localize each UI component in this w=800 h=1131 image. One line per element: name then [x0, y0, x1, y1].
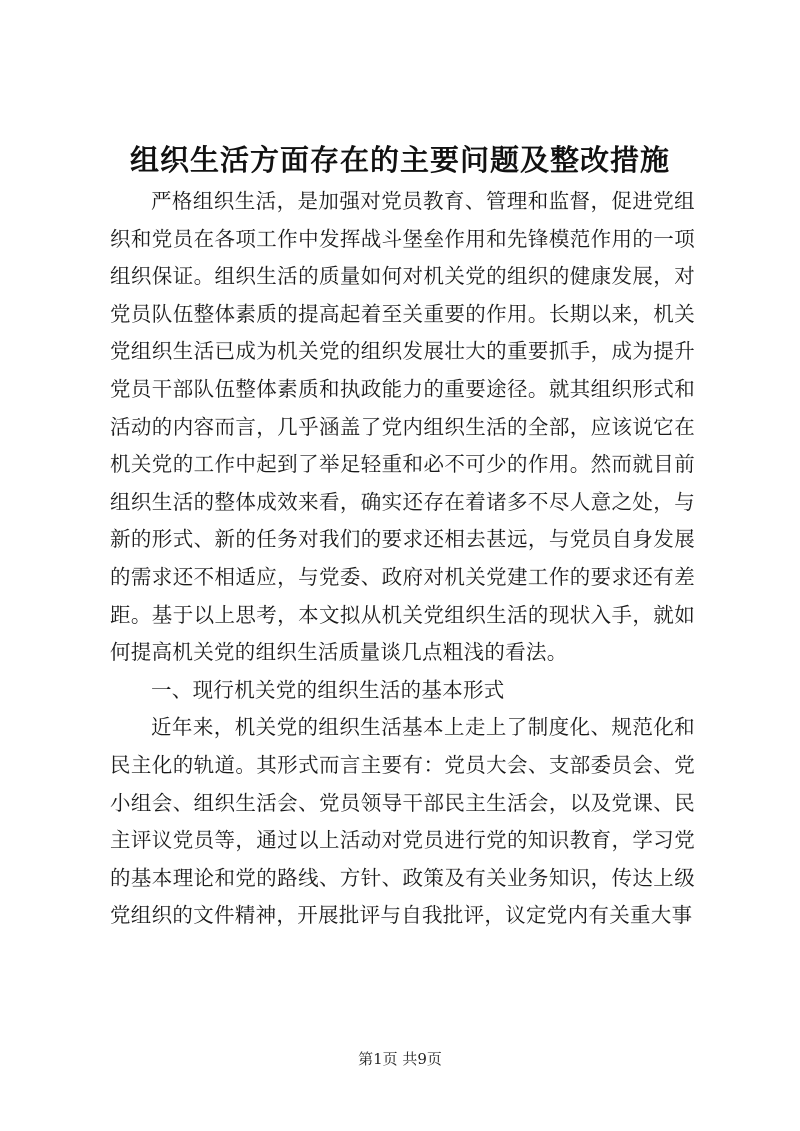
section-heading: 一、现行机关党的组织生活的基本形式: [151, 677, 505, 702]
paragraph-intro: 严格组织生活，是加强对党员教育、管理和监督，促进党组织和党员在各项工作中发挥战斗堡垒作用和先锋模范作用的一项组织保证。组织生活的质量如何对机关党的组织的健康发展，对党员队伍整体素质的提高起着至关重要的作用。长期以来，机关党组织生活已成为机关党的组织发展壮大的重要抓手，成为提升党员干部队伍整体素质和执政能力的重要途径。就其组织形式和活动的内容而言，几乎涵盖了党内组织生活的全部，应该说它在机关党的工作中起到了举足轻重和必不可少的作用。然而就目前组织生活的整体成效来看，确实还存在着诸多不尽人意之处，与新的形式、新的任务对我们的要求还相去甚远，与党员自身发展的需求还不相适应，与党委、政府对机关党建工作的要求还有差距。基于以上思考，本文拟从机关党组织生活的现状入手，就如何提高机关党的组织生活质量谈几点粗浅的看法。: [110, 189, 695, 665]
document-body: [110, 183, 695, 935]
paragraph-section-1: 近年来，机关党的组织生活基本上走上了制度化、规范化和民主化的轨道。其形式而言主要有：党员大会、支部委员会、党小组会、组织生活会、党员领导干部民主生活会，以及党课、民主评议党员等，通过以上活动对党员进行党的知识教育，学习党的基本理论和党的路线、方针、政策及有关业务知识，传达上级党组织的文件精神，开展批评与自我批评，议定党内有关重大事: [110, 715, 695, 928]
page-footer: 第1页 共9页: [358, 1050, 442, 1068]
document-title: 组织生活方面存在的主要问题及整改措施: [129, 143, 670, 177]
